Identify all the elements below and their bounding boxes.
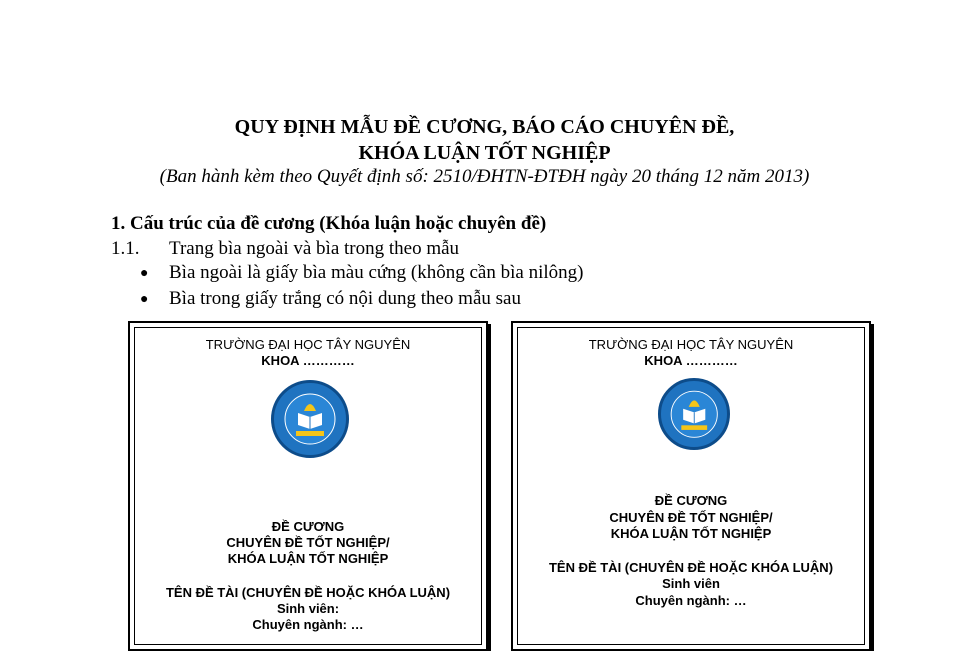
bullet-icon: ●	[140, 292, 149, 307]
cover-major: Chuyên ngành: …	[252, 617, 364, 632]
cover-student: Sinh viên:	[276, 601, 340, 616]
bullet-item	[140, 261, 583, 286]
bullet-text: Bìa trong giấy trắng có nội dung theo mẫu sau	[169, 288, 521, 309]
university-logo-icon	[658, 378, 730, 450]
sub-item-number: 1.1.	[111, 238, 140, 259]
cover-major: Chuyên ngành: …	[635, 593, 747, 608]
logo-graphic	[274, 383, 352, 461]
cover-university: TRƯỜNG ĐẠI HỌC TÂY NGUYÊN	[205, 337, 411, 352]
document-title-line1: QUY ĐỊNH MẪU ĐỀ CƯƠNG, BÁO CÁO CHUYÊN ĐỀ,	[234, 116, 735, 138]
sub-item-text: Trang bìa ngoài và bìa trong theo mẫu	[169, 238, 460, 259]
bullet-icon: ●	[140, 266, 149, 281]
cover-topic: TÊN ĐỀ TÀI (CHUYÊN ĐỀ HOẶC KHÓA LUẬN)	[548, 560, 834, 575]
cover-university: TRƯỜNG ĐẠI HỌC TÂY NGUYÊN	[588, 337, 794, 352]
cover-sample-right	[511, 321, 871, 651]
cover-faculty: KHOA …………	[261, 353, 355, 368]
cover-student: Sinh viên	[662, 576, 720, 591]
cover-type-line2: KHÓA LUẬN TỐT NGHIỆP	[610, 526, 772, 541]
cover-type-line1: CHUYÊN ĐỀ TỐT NGHIỆP/	[226, 535, 390, 550]
bullet-text: Bìa ngoài là giấy bìa màu cứng (không cần bìa nilông)	[169, 262, 584, 283]
document-subtitle: (Ban hành kèm theo Quyết định số: 2510/ĐHTN-ĐTĐH ngày 20 tháng 12 năm 2013)	[159, 166, 810, 187]
bullet-item	[140, 287, 521, 312]
cover-topic: TÊN ĐỀ TÀI (CHUYÊN ĐỀ HOẶC KHÓA LUẬN)	[165, 585, 451, 600]
cover-type-line2: KHÓA LUẬN TỐT NGHIỆP	[227, 551, 389, 566]
cover-doc-type: ĐỀ CƯƠNG	[654, 493, 728, 508]
section-heading: 1. Cấu trúc của đề cương (Khóa luận hoặc chuyên đề)	[111, 213, 547, 234]
document-title-line2: KHÓA LUẬN TỐT NGHIỆP	[358, 142, 611, 164]
sub-item	[111, 237, 459, 261]
university-logo-icon	[271, 380, 349, 458]
cover-sample-left	[128, 321, 488, 651]
cover-doc-type: ĐỀ CƯƠNG	[271, 519, 345, 534]
cover-type-line1: CHUYÊN ĐỀ TỐT NGHIỆP/	[609, 510, 773, 525]
logo-graphic	[661, 381, 733, 453]
cover-faculty: KHOA …………	[644, 353, 738, 368]
